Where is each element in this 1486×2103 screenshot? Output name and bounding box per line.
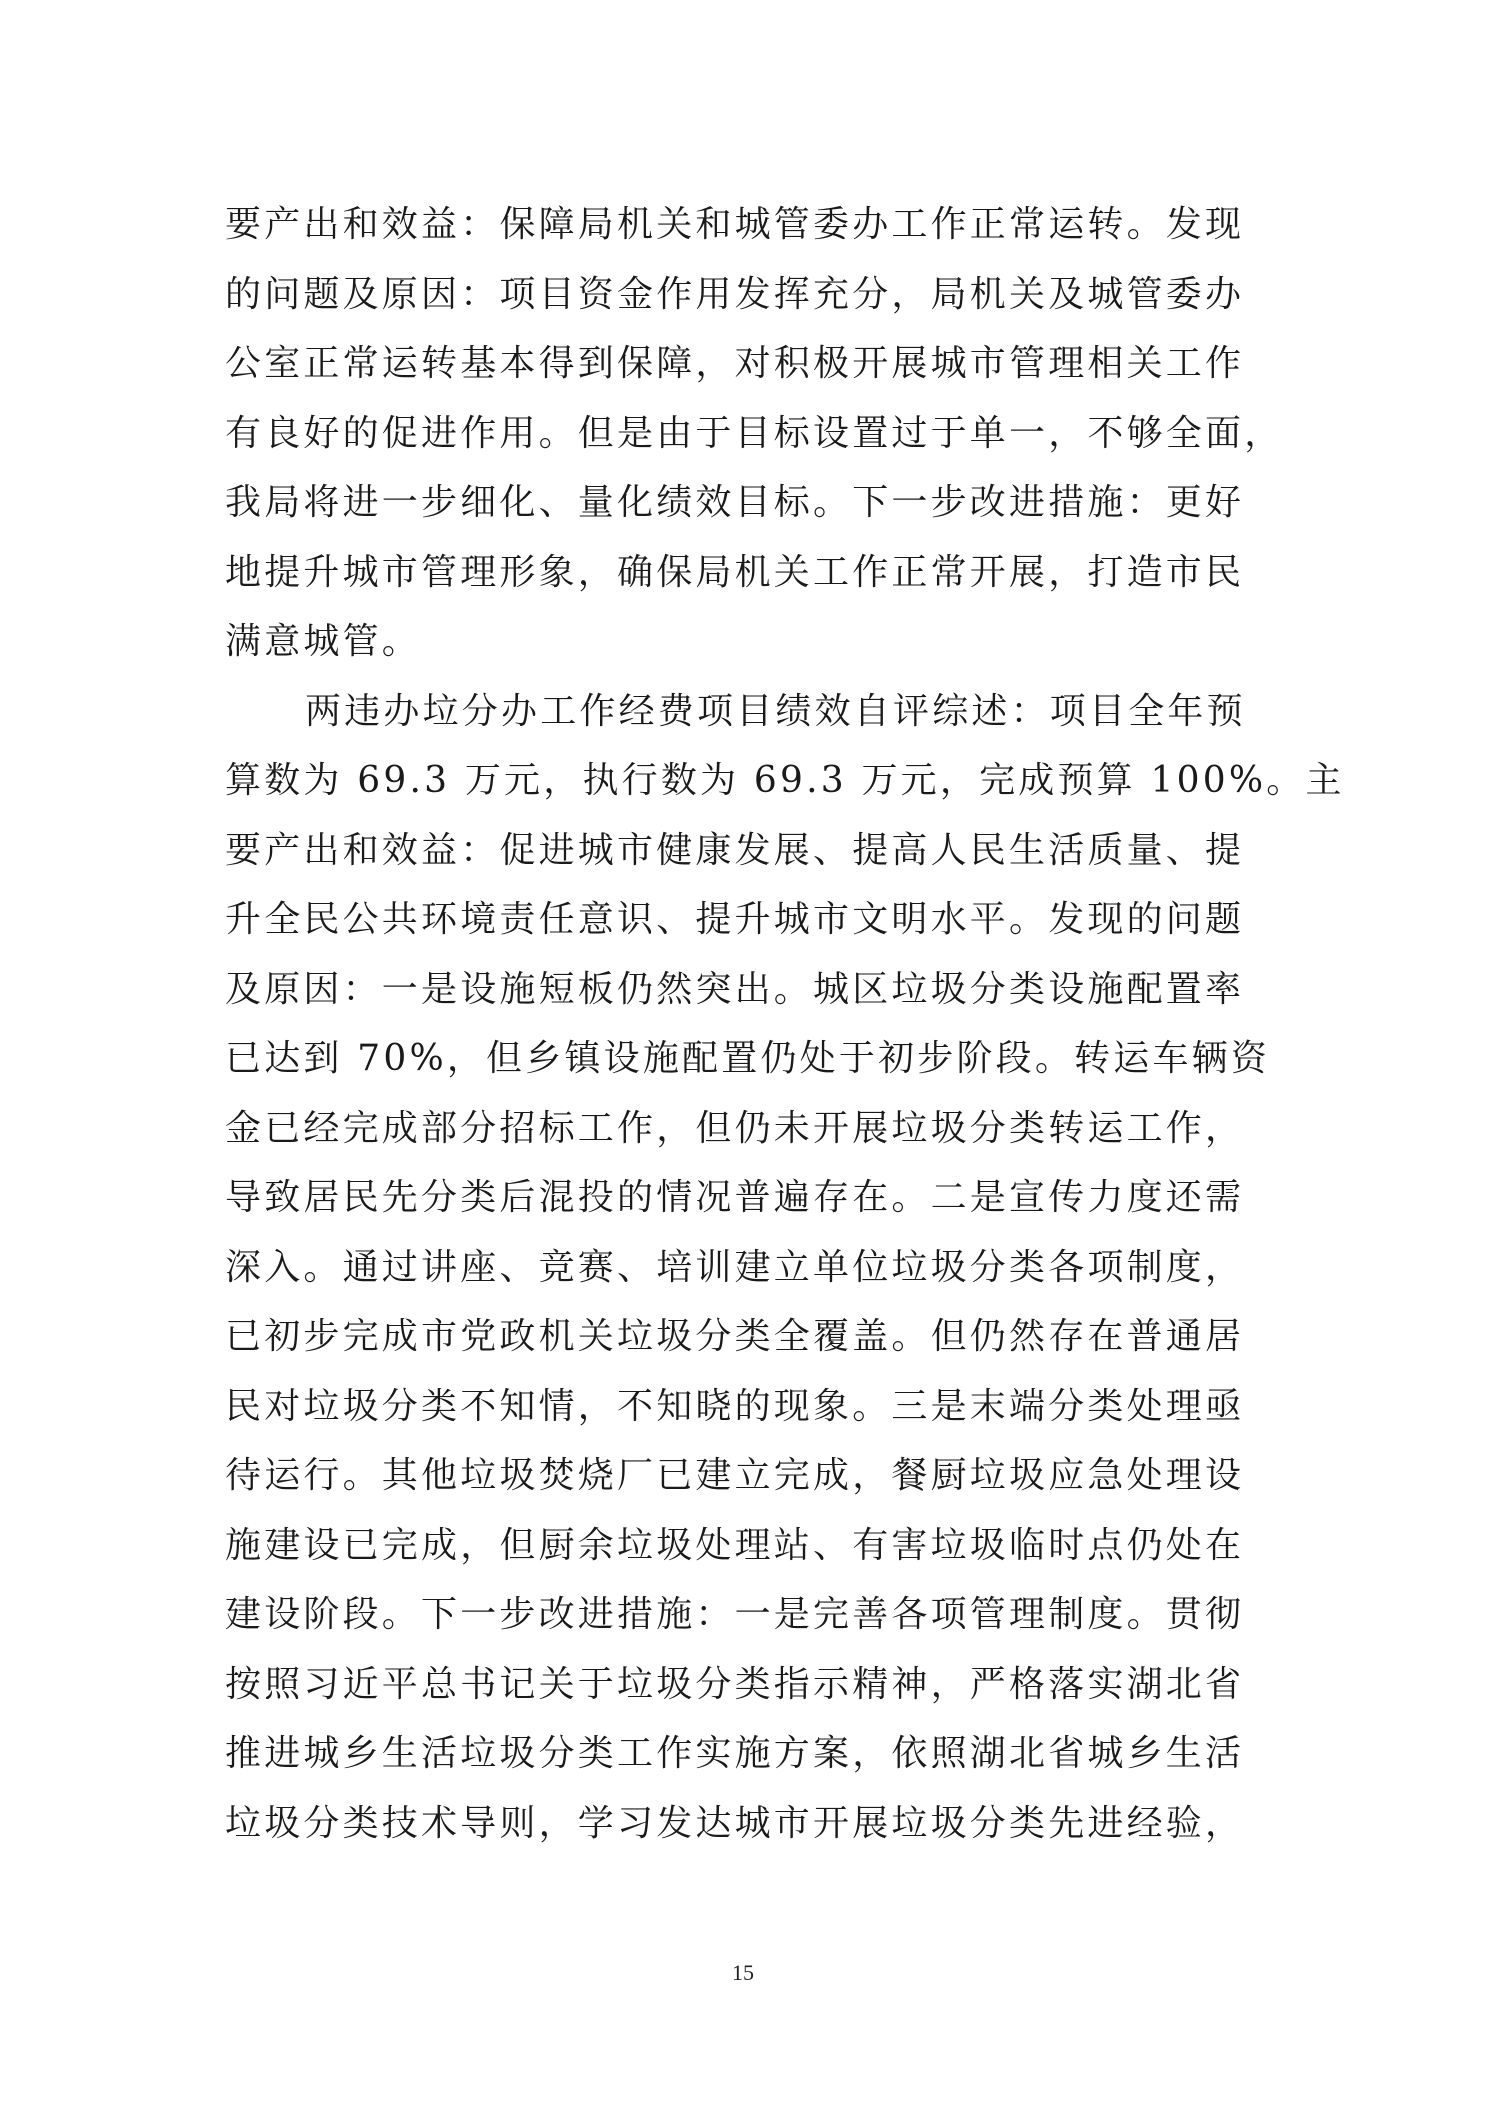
text-line: 要产出和效益：保障局机关和城管委办工作正常运转。发现 <box>225 204 1245 245</box>
body-text <box>225 190 1345 1858</box>
text-line: 地提升城市管理形象，确保局机关工作正常开展，打造市民 <box>225 551 1245 593</box>
text-line: 已初步完成市党政机关垃圾分类全覆盖。但仍然存在普通居 <box>225 1316 1245 1357</box>
text-line: 民对垃圾分类不知情，不知晓的现象。三是末端分类处理亟 <box>225 1385 1245 1427</box>
page-number: 15 <box>732 1960 754 1985</box>
text-line: 满意城管。 <box>225 621 422 662</box>
text-line: 升全民公共环境责任意识、提升城市文明水平。发现的问题 <box>225 899 1245 940</box>
text-line: 我局将进一步细化、量化绩效目标。下一步改进措施：更好 <box>225 482 1245 523</box>
text-line: 要产出和效益：促进城市健康发展、提高人民生活质量、提 <box>225 829 1245 871</box>
text-line: 的问题及原因：项目资金作用发挥充分，局机关及城管委办 <box>225 273 1245 315</box>
text-line: 及原因：一是设施短板仍然突出。城区垃圾分类设施配置率 <box>225 968 1245 1010</box>
text-line: 公室正常运转基本得到保障，对积极开展城市管理相关工作 <box>225 343 1245 384</box>
text-line: 深入。通过讲座、竞赛、培训建立单位垃圾分类各项制度， <box>225 1246 1245 1288</box>
text-line: 推进城乡生活垃圾分类工作实施方案，依照湖北省城乡生活 <box>225 1733 1245 1774</box>
text-line: 两违办垃分办工作经费项目绩效自评综述：项目全年预 <box>305 690 1246 732</box>
paragraph-1 <box>225 190 1284 677</box>
text-line: 导致居民先分类后混投的情况普遍存在。二是宣传力度还需 <box>225 1177 1245 1218</box>
text-line: 施建设已完成，但厨余垃圾处理站、有害垃圾临时点仍处在 <box>225 1524 1245 1566</box>
text-line: 垃圾分类技术导则，学习发达城市开展垃圾分类先进经验， <box>225 1802 1245 1844</box>
text-line: 金已经完成部分招标工作，但仍未开展垃圾分类转运工作， <box>225 1107 1245 1149</box>
text-line: 算数为 69.3 万元，执行数为 69.3 万元，完成预算 100%。主 <box>225 760 1345 801</box>
text-line: 有良好的促进作用。但是由于目标设置过于单一，不够全面， <box>225 412 1284 454</box>
text-line: 建设阶段。下一步改进措施：一是完善各项管理制度。贯彻 <box>225 1594 1245 1635</box>
paragraph-2 <box>225 677 1345 1859</box>
text-line: 待运行。其他垃圾焚烧厂已建立完成，餐厨垃圾应急处理设 <box>225 1455 1245 1496</box>
text-line: 已达到 70%，但乡镇设施配置仍处于初步阶段。转运车辆资 <box>225 1038 1271 1079</box>
text-line: 按照习近平总书记关于垃圾分类指示精神，严格落实湖北省 <box>225 1663 1245 1705</box>
